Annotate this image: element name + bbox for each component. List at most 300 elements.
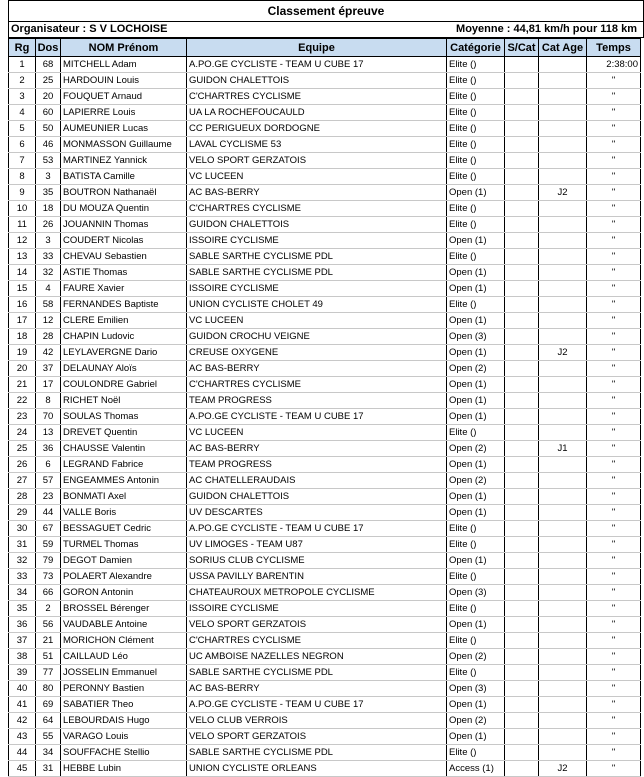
cell-bib[interactable]: 59 [36, 537, 61, 553]
cell-rank[interactable]: 27 [9, 473, 36, 489]
cell-category[interactable]: Elite () [447, 137, 505, 153]
cell-team[interactable]: VC LUCEEN [187, 313, 447, 329]
cell-category[interactable]: Elite () [447, 745, 505, 761]
cell-name[interactable]: HEBBE Lubin [61, 761, 187, 777]
cell-rank[interactable]: 31 [9, 537, 36, 553]
cell-team[interactable]: LAVAL CYCLISME 53 [187, 137, 447, 153]
cell-name[interactable]: JOSSELIN Emmanuel [61, 665, 187, 681]
cell-time[interactable]: " [587, 681, 641, 697]
cell-bib[interactable]: 55 [36, 729, 61, 745]
cell-age-cat[interactable] [539, 425, 587, 441]
cell-name[interactable]: TURMEL Thomas [61, 537, 187, 553]
cell-bib[interactable]: 4 [36, 281, 61, 297]
cell-time[interactable]: " [587, 217, 641, 233]
cell-subcat[interactable] [505, 713, 539, 729]
cell-rank[interactable]: 14 [9, 265, 36, 281]
cell-category[interactable]: Elite () [447, 665, 505, 681]
cell-category[interactable]: Open (1) [447, 617, 505, 633]
cell-subcat[interactable] [505, 745, 539, 761]
col-header-age-cat[interactable]: Cat Age [539, 39, 587, 57]
cell-subcat[interactable] [505, 153, 539, 169]
cell-name[interactable]: BONMATI Axel [61, 489, 187, 505]
cell-age-cat[interactable] [539, 377, 587, 393]
cell-team[interactable]: SORIUS CLUB CYCLISME [187, 553, 447, 569]
cell-subcat[interactable] [505, 729, 539, 745]
cell-time[interactable]: " [587, 393, 641, 409]
cell-subcat[interactable] [505, 425, 539, 441]
cell-name[interactable]: CAILLAUD Léo [61, 649, 187, 665]
cell-rank[interactable]: 45 [9, 761, 36, 777]
cell-bib[interactable]: 20 [36, 89, 61, 105]
cell-team[interactable]: UV DESCARTES [187, 505, 447, 521]
cell-team[interactable]: GUIDON CHALETTOIS [187, 489, 447, 505]
cell-category[interactable]: Open (1) [447, 409, 505, 425]
cell-subcat[interactable] [505, 89, 539, 105]
cell-subcat[interactable] [505, 521, 539, 537]
cell-team[interactable]: CC PERIGUEUX DORDOGNE [187, 121, 447, 137]
cell-age-cat[interactable] [539, 393, 587, 409]
cell-bib[interactable]: 37 [36, 361, 61, 377]
cell-bib[interactable]: 12 [36, 313, 61, 329]
cell-bib[interactable]: 68 [36, 57, 61, 73]
cell-name[interactable]: DEGOT Damien [61, 553, 187, 569]
cell-team[interactable]: VELO SPORT GERZATOIS [187, 617, 447, 633]
cell-name[interactable]: BESSAGUET Cedric [61, 521, 187, 537]
cell-category[interactable]: Open (1) [447, 457, 505, 473]
cell-rank[interactable]: 19 [9, 345, 36, 361]
cell-team[interactable]: CREUSE OXYGENE [187, 345, 447, 361]
cell-name[interactable]: HARDOUIN Louis [61, 73, 187, 89]
cell-name[interactable]: MITCHELL Adam [61, 57, 187, 73]
cell-time[interactable]: " [587, 265, 641, 281]
cell-subcat[interactable] [505, 137, 539, 153]
cell-age-cat[interactable] [539, 633, 587, 649]
cell-rank[interactable]: 38 [9, 649, 36, 665]
cell-name[interactable]: VALLE Boris [61, 505, 187, 521]
cell-age-cat[interactable] [539, 665, 587, 681]
cell-time[interactable]: " [587, 329, 641, 345]
cell-team[interactable]: VC LUCEEN [187, 425, 447, 441]
cell-team[interactable]: TEAM PROGRESS [187, 393, 447, 409]
cell-rank[interactable]: 4 [9, 105, 36, 121]
cell-age-cat[interactable] [539, 313, 587, 329]
cell-team[interactable]: UNION CYCLISTE ORLEANS [187, 761, 447, 777]
cell-rank[interactable]: 30 [9, 521, 36, 537]
cell-age-cat[interactable] [539, 649, 587, 665]
cell-age-cat[interactable] [539, 121, 587, 137]
cell-subcat[interactable] [505, 217, 539, 233]
cell-team[interactable]: ISSOIRE CYCLISME [187, 601, 447, 617]
cell-name[interactable]: DELAUNAY Aloïs [61, 361, 187, 377]
cell-age-cat[interactable] [539, 169, 587, 185]
cell-time[interactable]: " [587, 297, 641, 313]
cell-rank[interactable]: 36 [9, 617, 36, 633]
cell-team[interactable]: GUIDON CROCHU VEIGNE [187, 329, 447, 345]
cell-subcat[interactable] [505, 585, 539, 601]
cell-age-cat[interactable] [539, 713, 587, 729]
cell-rank[interactable]: 8 [9, 169, 36, 185]
cell-age-cat[interactable] [539, 553, 587, 569]
cell-name[interactable]: DREVET Quentin [61, 425, 187, 441]
cell-subcat[interactable] [505, 409, 539, 425]
cell-bib[interactable]: 28 [36, 329, 61, 345]
cell-team[interactable]: VELO SPORT GERZATOIS [187, 729, 447, 745]
cell-category[interactable]: Elite () [447, 169, 505, 185]
cell-name[interactable]: AUMEUNIER Lucas [61, 121, 187, 137]
cell-age-cat[interactable] [539, 537, 587, 553]
cell-subcat[interactable] [505, 169, 539, 185]
cell-age-cat[interactable] [539, 329, 587, 345]
cell-rank[interactable]: 24 [9, 425, 36, 441]
cell-time[interactable]: " [587, 185, 641, 201]
cell-category[interactable]: Elite () [447, 121, 505, 137]
cell-subcat[interactable] [505, 473, 539, 489]
cell-subcat[interactable] [505, 601, 539, 617]
cell-team[interactable]: SABLE SARTHE CYCLISME PDL [187, 745, 447, 761]
cell-rank[interactable]: 29 [9, 505, 36, 521]
cell-team[interactable]: A.PO.GE CYCLISTE - TEAM U CUBE 17 [187, 57, 447, 73]
cell-category[interactable]: Elite () [447, 537, 505, 553]
cell-category[interactable]: Elite () [447, 73, 505, 89]
cell-bib[interactable]: 73 [36, 569, 61, 585]
cell-name[interactable]: MARTINEZ Yannick [61, 153, 187, 169]
cell-age-cat[interactable] [539, 729, 587, 745]
cell-time[interactable]: " [587, 441, 641, 457]
cell-subcat[interactable] [505, 665, 539, 681]
cell-bib[interactable]: 35 [36, 185, 61, 201]
cell-name[interactable]: ENGEAMMES Antonin [61, 473, 187, 489]
cell-category[interactable]: Open (1) [447, 505, 505, 521]
cell-name[interactable]: ASTIE Thomas [61, 265, 187, 281]
cell-time[interactable]: " [587, 377, 641, 393]
cell-team[interactable]: SABLE SARTHE CYCLISME PDL [187, 249, 447, 265]
cell-team[interactable]: UNION CYCLISTE CHOLET 49 [187, 297, 447, 313]
cell-rank[interactable]: 12 [9, 233, 36, 249]
cell-age-cat[interactable] [539, 617, 587, 633]
cell-rank[interactable]: 3 [9, 89, 36, 105]
cell-subcat[interactable] [505, 457, 539, 473]
cell-team[interactable]: C'CHARTRES CYCLISME [187, 377, 447, 393]
cell-age-cat[interactable]: J2 [539, 185, 587, 201]
cell-age-cat[interactable] [539, 361, 587, 377]
cell-time[interactable]: " [587, 745, 641, 761]
cell-category[interactable]: Open (1) [447, 489, 505, 505]
cell-name[interactable]: DU MOUZA Quentin [61, 201, 187, 217]
cell-subcat[interactable] [505, 233, 539, 249]
cell-category[interactable]: Elite () [447, 153, 505, 169]
cell-time[interactable]: " [587, 521, 641, 537]
cell-time[interactable]: " [587, 281, 641, 297]
cell-subcat[interactable] [505, 649, 539, 665]
cell-subcat[interactable] [505, 393, 539, 409]
cell-bib[interactable]: 25 [36, 73, 61, 89]
cell-rank[interactable]: 11 [9, 217, 36, 233]
cell-category[interactable]: Open (3) [447, 681, 505, 697]
cell-rank[interactable]: 7 [9, 153, 36, 169]
cell-category[interactable]: Open (3) [447, 329, 505, 345]
cell-category[interactable]: Open (2) [447, 361, 505, 377]
cell-age-cat[interactable] [539, 569, 587, 585]
cell-time[interactable]: " [587, 313, 641, 329]
cell-age-cat[interactable] [539, 745, 587, 761]
cell-time[interactable]: " [587, 249, 641, 265]
cell-time[interactable]: " [587, 73, 641, 89]
cell-subcat[interactable] [505, 505, 539, 521]
cell-age-cat[interactable] [539, 585, 587, 601]
cell-category[interactable]: Elite () [447, 105, 505, 121]
cell-name[interactable]: LAPIERRE Louis [61, 105, 187, 121]
cell-team[interactable]: UV LIMOGES - TEAM U87 [187, 537, 447, 553]
cell-bib[interactable]: 21 [36, 633, 61, 649]
cell-category[interactable]: Elite () [447, 89, 505, 105]
cell-age-cat[interactable] [539, 217, 587, 233]
cell-subcat[interactable] [505, 441, 539, 457]
cell-team[interactable]: TEAM PROGRESS [187, 457, 447, 473]
cell-rank[interactable]: 20 [9, 361, 36, 377]
cell-age-cat[interactable] [539, 489, 587, 505]
cell-subcat[interactable] [505, 201, 539, 217]
cell-bib[interactable]: 23 [36, 489, 61, 505]
cell-time[interactable]: " [587, 233, 641, 249]
cell-time[interactable]: " [587, 633, 641, 649]
cell-rank[interactable]: 25 [9, 441, 36, 457]
col-header-name[interactable]: NOM Prénom [61, 39, 187, 57]
cell-bib[interactable]: 70 [36, 409, 61, 425]
cell-subcat[interactable] [505, 329, 539, 345]
cell-team[interactable]: UC AMBOISE NAZELLES NEGRON [187, 649, 447, 665]
cell-time[interactable]: " [587, 585, 641, 601]
cell-bib[interactable]: 18 [36, 201, 61, 217]
cell-category[interactable]: Open (1) [447, 553, 505, 569]
cell-subcat[interactable] [505, 297, 539, 313]
cell-team[interactable]: A.PO.GE CYCLISTE - TEAM U CUBE 17 [187, 697, 447, 713]
cell-time[interactable]: " [587, 89, 641, 105]
cell-rank[interactable]: 42 [9, 713, 36, 729]
cell-age-cat[interactable] [539, 697, 587, 713]
cell-time[interactable]: " [587, 537, 641, 553]
cell-age-cat[interactable] [539, 265, 587, 281]
cell-name[interactable]: RICHET Noël [61, 393, 187, 409]
cell-time[interactable]: " [587, 713, 641, 729]
cell-name[interactable]: CLERE Emilien [61, 313, 187, 329]
cell-rank[interactable]: 16 [9, 297, 36, 313]
cell-rank[interactable]: 28 [9, 489, 36, 505]
cell-rank[interactable]: 15 [9, 281, 36, 297]
cell-time[interactable]: " [587, 457, 641, 473]
col-header-rank[interactable]: Rg [9, 39, 36, 57]
cell-time[interactable]: " [587, 697, 641, 713]
cell-category[interactable]: Elite () [447, 601, 505, 617]
cell-rank[interactable]: 35 [9, 601, 36, 617]
cell-category[interactable]: Elite () [447, 569, 505, 585]
cell-name[interactable]: FAURE Xavier [61, 281, 187, 297]
cell-bib[interactable]: 66 [36, 585, 61, 601]
cell-name[interactable]: GORON Antonin [61, 585, 187, 601]
cell-bib[interactable]: 53 [36, 153, 61, 169]
cell-name[interactable]: CHAUSSE Valentin [61, 441, 187, 457]
cell-category[interactable]: Open (1) [447, 729, 505, 745]
cell-age-cat[interactable] [539, 281, 587, 297]
cell-age-cat[interactable] [539, 57, 587, 73]
cell-category[interactable]: Elite () [447, 521, 505, 537]
cell-subcat[interactable] [505, 617, 539, 633]
cell-team[interactable]: VELO SPORT GERZATOIS [187, 153, 447, 169]
cell-subcat[interactable] [505, 697, 539, 713]
col-header-subcat[interactable]: S/Cat [505, 39, 539, 57]
cell-bib[interactable]: 51 [36, 649, 61, 665]
cell-subcat[interactable] [505, 185, 539, 201]
cell-team[interactable]: SABLE SARTHE CYCLISME PDL [187, 665, 447, 681]
cell-bib[interactable]: 57 [36, 473, 61, 489]
cell-time[interactable]: " [587, 361, 641, 377]
cell-team[interactable]: C'CHARTRES CYCLISME [187, 633, 447, 649]
cell-subcat[interactable] [505, 361, 539, 377]
cell-subcat[interactable] [505, 633, 539, 649]
cell-time[interactable]: " [587, 169, 641, 185]
cell-bib[interactable]: 58 [36, 297, 61, 313]
cell-bib[interactable]: 32 [36, 265, 61, 281]
cell-rank[interactable]: 17 [9, 313, 36, 329]
cell-bib[interactable]: 13 [36, 425, 61, 441]
cell-time[interactable]: " [587, 649, 641, 665]
cell-name[interactable]: POLAERT Alexandre [61, 569, 187, 585]
cell-name[interactable]: VARAGO Louis [61, 729, 187, 745]
cell-name[interactable]: SABATIER Theo [61, 697, 187, 713]
cell-team[interactable]: USSA PAVILLY BARENTIN [187, 569, 447, 585]
cell-team[interactable]: AC BAS-BERRY [187, 361, 447, 377]
cell-team[interactable]: VC LUCEEN [187, 169, 447, 185]
cell-age-cat[interactable] [539, 457, 587, 473]
cell-time[interactable]: " [587, 489, 641, 505]
cell-rank[interactable]: 5 [9, 121, 36, 137]
cell-category[interactable]: Open (2) [447, 713, 505, 729]
cell-name[interactable]: MORICHON Clément [61, 633, 187, 649]
cell-name[interactable]: LEBOURDAIS Hugo [61, 713, 187, 729]
cell-subcat[interactable] [505, 249, 539, 265]
cell-category[interactable]: Open (1) [447, 265, 505, 281]
cell-age-cat[interactable]: J2 [539, 345, 587, 361]
cell-subcat[interactable] [505, 761, 539, 777]
cell-age-cat[interactable] [539, 105, 587, 121]
cell-category[interactable]: Open (1) [447, 393, 505, 409]
cell-age-cat[interactable]: J2 [539, 761, 587, 777]
cell-rank[interactable]: 41 [9, 697, 36, 713]
cell-name[interactable]: JOUANNIN Thomas [61, 217, 187, 233]
cell-team[interactable]: SABLE SARTHE CYCLISME PDL [187, 265, 447, 281]
cell-rank[interactable]: 40 [9, 681, 36, 697]
cell-name[interactable]: LEYLAVERGNE Dario [61, 345, 187, 361]
cell-bib[interactable]: 80 [36, 681, 61, 697]
cell-bib[interactable]: 36 [36, 441, 61, 457]
cell-age-cat[interactable]: J1 [539, 441, 587, 457]
cell-name[interactable]: FOUQUET Arnaud [61, 89, 187, 105]
cell-name[interactable]: VAUDABLE Antoine [61, 617, 187, 633]
cell-rank[interactable]: 33 [9, 569, 36, 585]
cell-subcat[interactable] [505, 681, 539, 697]
cell-category[interactable]: Open (1) [447, 697, 505, 713]
cell-age-cat[interactable] [539, 249, 587, 265]
cell-time[interactable]: 2:38:00 [587, 57, 641, 73]
cell-team[interactable]: UA LA ROCHEFOUCAULD [187, 105, 447, 121]
cell-age-cat[interactable] [539, 601, 587, 617]
cell-subcat[interactable] [505, 57, 539, 73]
cell-team[interactable]: GUIDON CHALETTOIS [187, 73, 447, 89]
cell-bib[interactable]: 31 [36, 761, 61, 777]
cell-bib[interactable]: 34 [36, 745, 61, 761]
cell-rank[interactable]: 1 [9, 57, 36, 73]
cell-category[interactable]: Open (1) [447, 345, 505, 361]
cell-category[interactable]: Open (1) [447, 281, 505, 297]
cell-time[interactable]: " [587, 409, 641, 425]
cell-category[interactable]: Open (1) [447, 377, 505, 393]
cell-age-cat[interactable] [539, 505, 587, 521]
cell-category[interactable]: Open (3) [447, 585, 505, 601]
cell-name[interactable]: BATISTA Camille [61, 169, 187, 185]
cell-team[interactable]: ISSOIRE CYCLISME [187, 233, 447, 249]
cell-name[interactable]: SOULAS Thomas [61, 409, 187, 425]
cell-team[interactable]: AC BAS-BERRY [187, 185, 447, 201]
cell-subcat[interactable] [505, 281, 539, 297]
cell-name[interactable]: BROSSEL Bérenger [61, 601, 187, 617]
cell-name[interactable]: BOUTRON Nathanaël [61, 185, 187, 201]
cell-age-cat[interactable] [539, 73, 587, 89]
cell-rank[interactable]: 9 [9, 185, 36, 201]
col-header-category[interactable]: Catégorie [447, 39, 505, 57]
cell-time[interactable]: " [587, 201, 641, 217]
cell-bib[interactable]: 56 [36, 617, 61, 633]
cell-time[interactable]: " [587, 137, 641, 153]
cell-name[interactable]: COULONDRE Gabriel [61, 377, 187, 393]
cell-age-cat[interactable] [539, 297, 587, 313]
cell-bib[interactable]: 26 [36, 217, 61, 233]
cell-subcat[interactable] [505, 345, 539, 361]
cell-category[interactable]: Access (1) [447, 761, 505, 777]
cell-category[interactable]: Open (1) [447, 233, 505, 249]
cell-time[interactable]: " [587, 505, 641, 521]
cell-bib[interactable]: 64 [36, 713, 61, 729]
cell-team[interactable]: C'CHARTRES CYCLISME [187, 89, 447, 105]
cell-time[interactable]: " [587, 345, 641, 361]
cell-team[interactable]: VELO CLUB VERROIS [187, 713, 447, 729]
cell-rank[interactable]: 39 [9, 665, 36, 681]
cell-name[interactable]: PERONNY Bastien [61, 681, 187, 697]
cell-bib[interactable]: 50 [36, 121, 61, 137]
cell-bib[interactable]: 3 [36, 169, 61, 185]
cell-rank[interactable]: 34 [9, 585, 36, 601]
cell-category[interactable]: Elite () [447, 217, 505, 233]
cell-age-cat[interactable] [539, 89, 587, 105]
cell-team[interactable]: GUIDON CHALETTOIS [187, 217, 447, 233]
cell-category[interactable]: Elite () [447, 57, 505, 73]
col-header-time[interactable]: Temps [587, 39, 641, 57]
cell-age-cat[interactable] [539, 153, 587, 169]
cell-category[interactable]: Elite () [447, 633, 505, 649]
col-header-bib[interactable]: Dos [36, 39, 61, 57]
cell-time[interactable]: " [587, 153, 641, 169]
cell-name[interactable]: FERNANDES Baptiste [61, 297, 187, 313]
cell-team[interactable]: AC BAS-BERRY [187, 681, 447, 697]
cell-bib[interactable]: 8 [36, 393, 61, 409]
cell-age-cat[interactable] [539, 521, 587, 537]
cell-time[interactable]: " [587, 105, 641, 121]
cell-rank[interactable]: 6 [9, 137, 36, 153]
cell-rank[interactable]: 44 [9, 745, 36, 761]
cell-subcat[interactable] [505, 569, 539, 585]
cell-name[interactable]: LEGRAND Fabrice [61, 457, 187, 473]
col-header-team[interactable]: Equipe [187, 39, 447, 57]
cell-rank[interactable]: 10 [9, 201, 36, 217]
cell-category[interactable]: Elite () [447, 425, 505, 441]
